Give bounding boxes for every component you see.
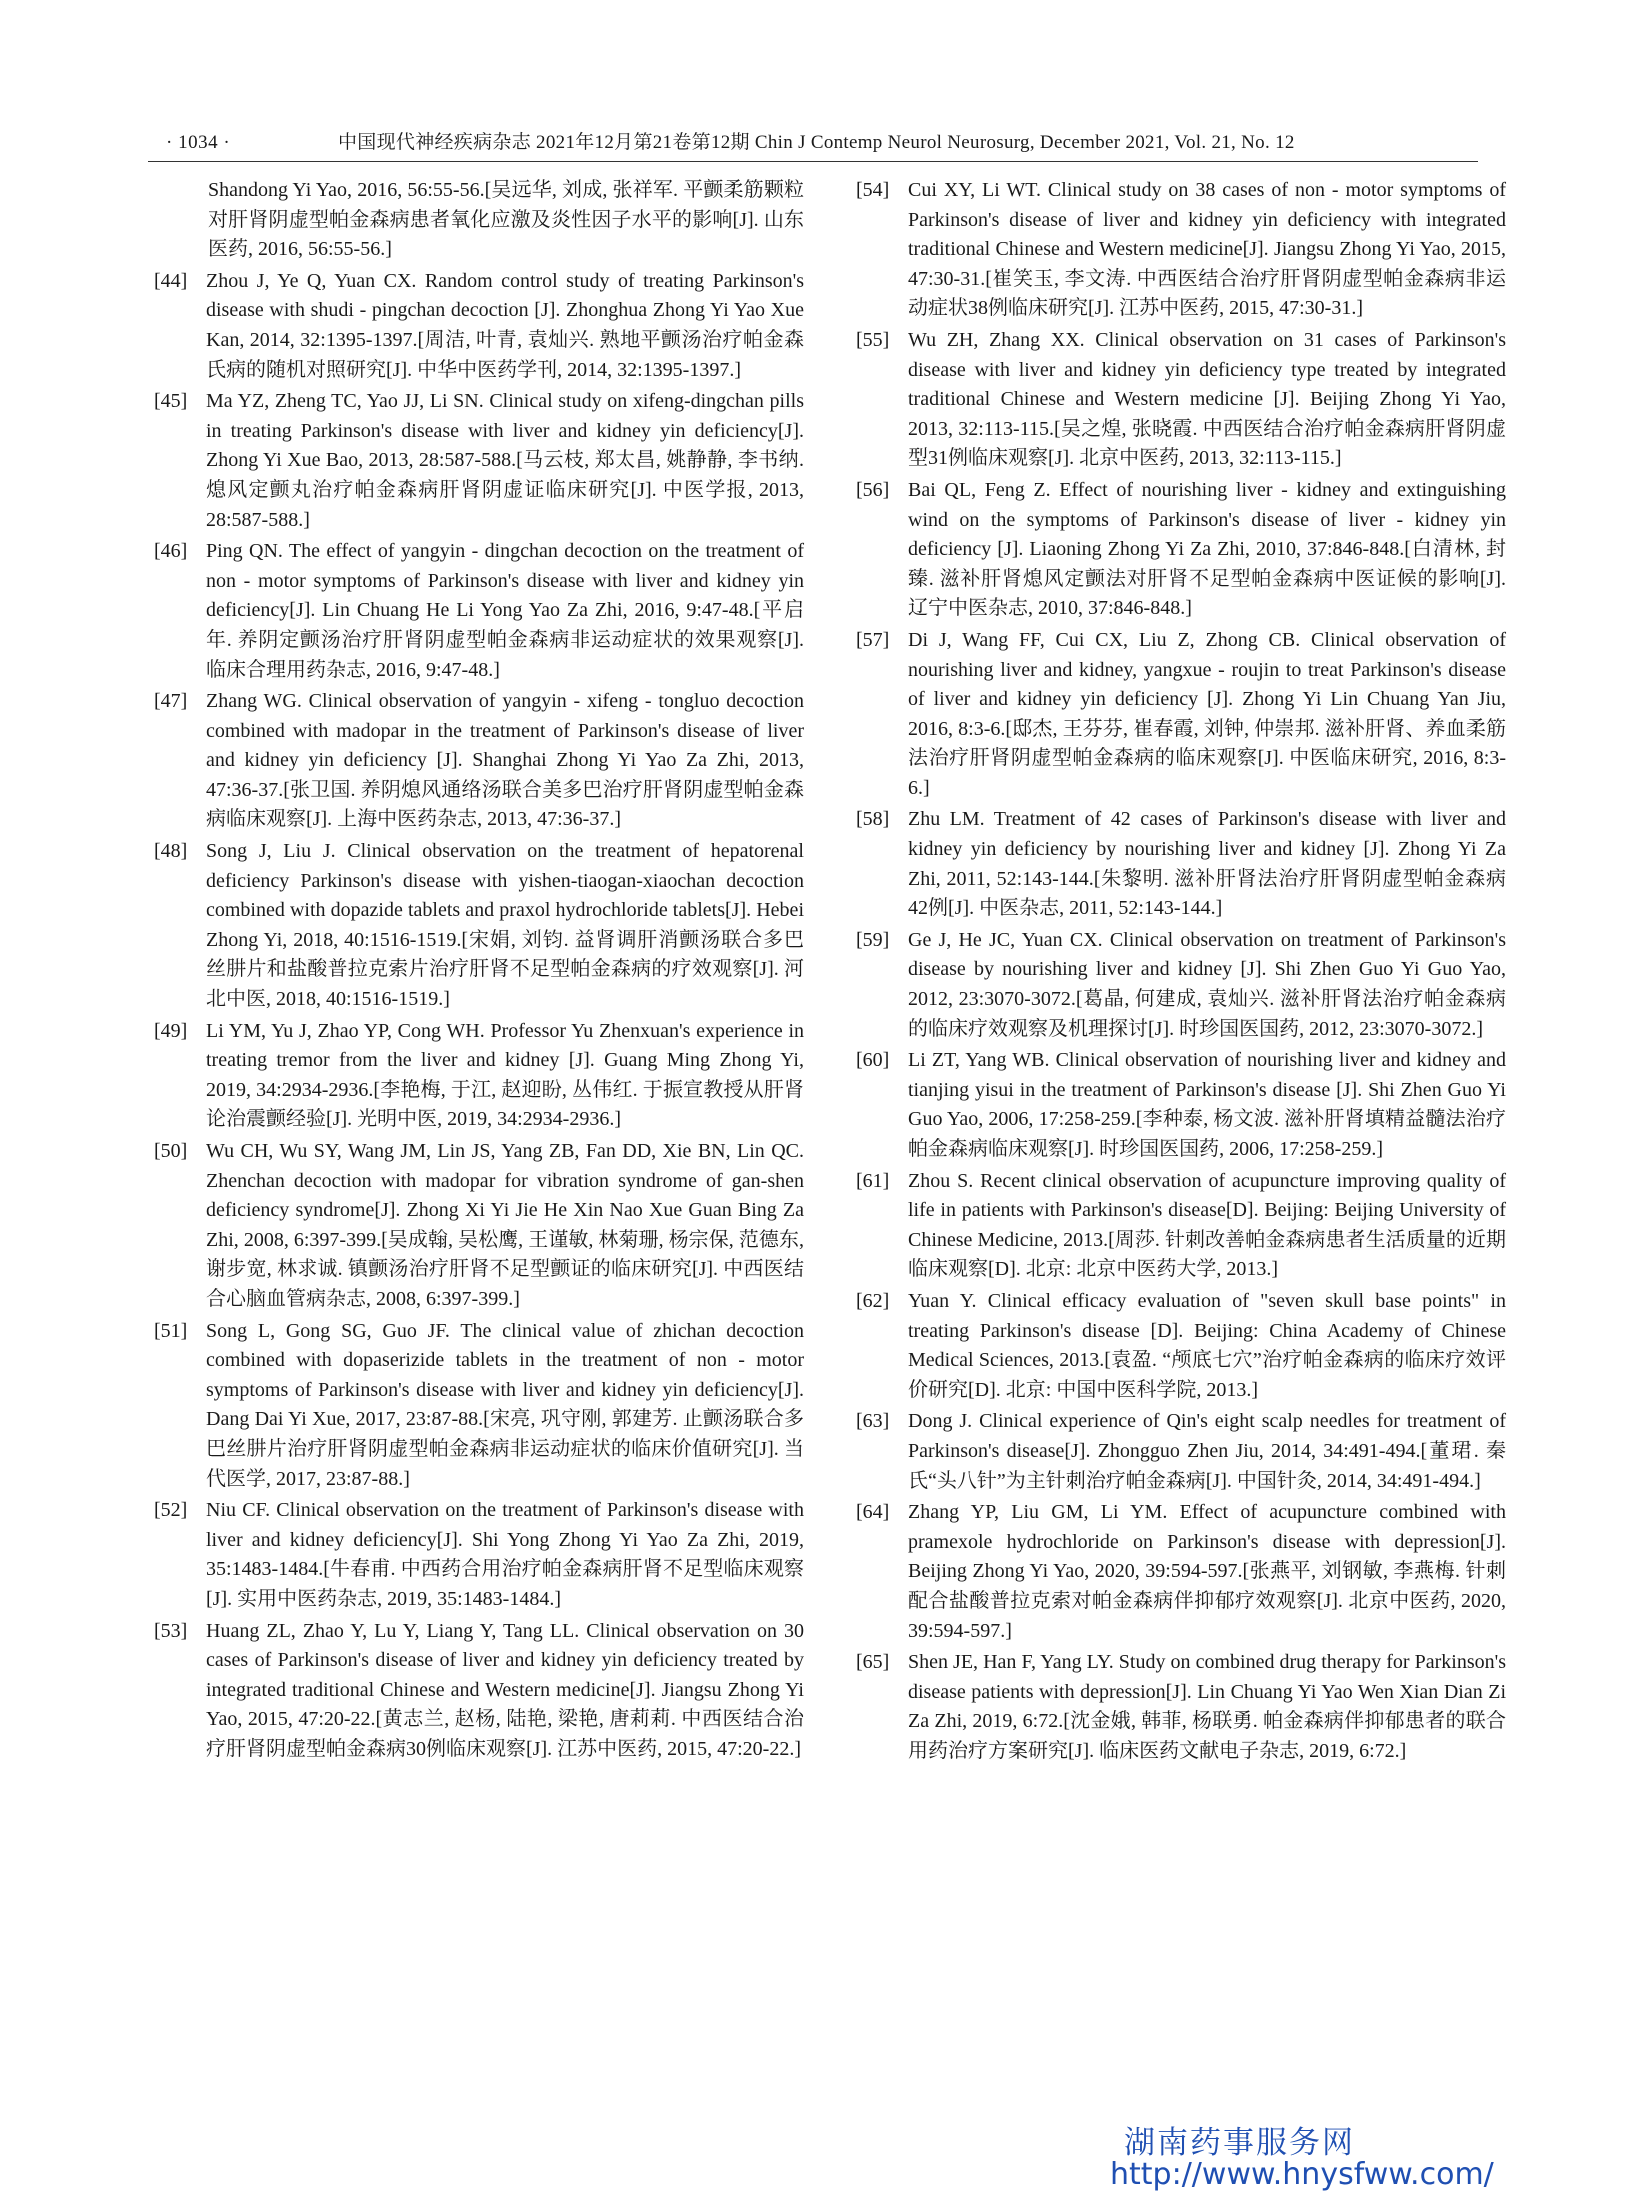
reference-text: Yuan Y. Clinical efficacy evaluation of "seven skull base points" in treating Parkinson's disease [D]. Beijing: China Academy of Chinese Medical Sciences, 2013.[袁盈. “颅底七穴”治疗帕金森病的临床疗效评价研究[D]. 北京: 中国中医科学院, 2013.] <box>908 1289 1506 1401</box>
reference-number: [61] <box>856 1169 890 1192</box>
reference-number: [50] <box>154 1140 188 1162</box>
reference-50 <box>154 1137 804 1315</box>
reference-number: [55] <box>856 328 890 351</box>
reference-text: Zhou S. Recent clinical observation of acupuncture improving quality of life in patients with Parkinson's disease[D]. Beijing: Beijing University of Chinese Medicine, 2013.[周莎. 针刺改善帕金森病患者生活质量的近期临床观察[D]. 北京: 北京中医药大学, 2013.] <box>908 1169 1506 1281</box>
reference-56 <box>856 476 1506 624</box>
references-right-column <box>856 176 1506 1768</box>
reference-number: [45] <box>154 390 188 413</box>
reference-text: Wu ZH, Zhang XX. Clinical observation on 31 cases of Parkinson's disease with liver and kidney yin deficiency type treated by integrated traditional Chinese and Western medicine [J]. Beijing Zhong Yi Yao, 2013, 32:113-115.[吴之煌, 张晓霞. 中西医结合治疗帕金森病肝肾阴虚型31例临床观察[J]. 北京中医药, 2013, 32:113-115.] <box>908 328 1506 470</box>
reference-text: Ge J, He JC, Yuan CX. Clinical observation on treatment of Parkinson's disease by nourishing liver and kidney [J]. Shi Zhen Guo Yi Guo Yao, 2012, 23:3070-3072.[葛晶, 何建成, 袁灿兴. 滋补肝肾法治疗帕金森病的临床疗效观察及机理探讨[J]. 时珍国医国药, 2012, 23:3070-3072.] <box>908 928 1506 1040</box>
reference-47 <box>154 687 804 835</box>
watermark-url: http://www.hnysfww.com/ <box>1110 2157 1494 2192</box>
reference-text: Song L, Gong SG, Guo JF. The clinical value of zhichan decoction combined with dopaserizide tablets in the treatment of non - motor symptoms of Parkinson's disease with liver and kidney yin deficiency[J]. Dang Dai Yi Xue, 2017, 23:87-88.[宋亮, 巩守刚, 郭建芳. 止颤汤联合多巴丝肼片治疗肝肾阴虚型帕金森病非运动症状的临床价值研究[J]. 当代医学, 2017, 23:87-88.] <box>206 1319 804 1490</box>
reference-text: Zhang WG. Clinical observation of yangyin - xifeng - tongluo decoction combined with madopar in the treatment of Parkinson's disease of liver and kidney yin deficiency [J]. Shanghai Zhong Yi Yao Za Zhi, 2013, 47:36-37.[张卫国. 养阴熄风通络汤联合美多巴治疗肝肾阴虚型帕金森病临床观察[J]. 上海中医药杂志, 2013, 47:36-37.] <box>206 690 804 831</box>
reference-52 <box>154 1496 804 1614</box>
reference-text: Shen JE, Han F, Yang LY. Study on combined drug therapy for Parkinson's disease patients with depression[J]. Lin Chuang Yi Yao Wen Xian Dian Zi Za Zhi, 2019, 6:72.[沈金娥, 韩菲, 杨联勇. 帕金森病伴抑郁患者的联合用药治疗方案研究[J]. 临床医药文献电子杂志, 2019, 6:72.] <box>908 1651 1506 1762</box>
reference-number: [63] <box>856 1410 890 1433</box>
reference-continuation <box>154 176 804 265</box>
reference-61 <box>856 1167 1506 1285</box>
reference-text: Wu CH, Wu SY, Wang JM, Lin JS, Yang ZB, Fan DD, Xie BN, Lin QC. Zhenchan decoction with madopar for vibration syndrome of gan-shen deficiency syndrome[J]. Zhong Xi Yi Jie He Xin Nao Xue Guan Bing Za Zhi, 2008, 6:397-399.[吴成翰, 吴松鹰, 王谨敏, 林菊珊, 杨宗保, 范德东, 谢步宽, 林求诚. 镇颤汤治疗肝肾不足型颤证的临床研究[J]. 中西医结合心脑血管病杂志, 2008, 6:397-399.] <box>206 1140 804 1310</box>
reference-text: Ma YZ, Zheng TC, Yao JJ, Li SN. Clinical study on xifeng-dingchan pills in treating Parkinson's disease with liver and kidney yin deficiency[J]. Zhong Yi Xue Bao, 2013, 28:587-588.[马云枝, 郑太昌, 姚静静, 李书纳. 熄风定颤丸治疗帕金森病肝肾阴虚证临床研究[J]. 中医学报, 2013, 28:587-588.] <box>206 390 804 531</box>
reference-text: Di J, Wang FF, Cui CX, Liu Z, Zhong CB. Clinical observation of nourishing liver and kidney, yangxue - roujin to treat Parkinson's disease of liver and kidney yin deficiency [J]. Zhong Yi Lin Chuang Yan Jiu, 2016, 8:3-6.[邸杰, 王芬芬, 崔春霞, 刘钟, 仲崇邦. 滋补肝肾、养血柔筋法治疗肝肾阴虚型帕金森病的临床观察[J]. 中医临床研究, 2016, 8:3-6.] <box>908 628 1506 799</box>
reference-number: [54] <box>856 179 890 201</box>
reference-text: Huang ZL, Zhao Y, Lu Y, Liang Y, Tang LL. Clinical observation on 30 cases of Parkinson's disease of liver and kidney yin deficiency treated by integrated traditional Chinese and Western medicine[J]. Jiangsu Zhong Yi Yao, 2015, 47:20-22.[黄志兰, 赵杨, 陆艳, 梁艳, 唐莉莉. 中西医结合治疗肝肾阴虚型帕金森病30例临床观察[J]. 江苏中医药, 2015, 47:20-22.] <box>206 1619 804 1760</box>
header-rule <box>148 161 1478 162</box>
reference-48 <box>154 837 804 1015</box>
reference-65 <box>856 1648 1506 1766</box>
reference-text: Cui XY, Li WT. Clinical study on 38 cases of non - motor symptoms of Parkinson's disease of liver and kidney yin deficiency with integrated traditional Chinese and Western medicine[J]. Jiangsu Zhong Yi Yao, 2015, 47:30-31.[崔笑玉, 李文涛. 中西医结合治疗肝肾阴虚型帕金森病非运动症状38例临床研究[J]. 江苏中医药, 2015, 47:30-31.] <box>908 179 1506 320</box>
reference-number: [59] <box>856 928 890 951</box>
reference-number: [46] <box>154 540 188 563</box>
reference-text: Niu CF. Clinical observation on the treatment of Parkinson's disease with liver and kidney deficiency[J]. Shi Yong Zhong Yi Yao Za Zhi, 2019, 35:1483-1484.[牛春甫. 中西药合用治疗帕金森病肝肾不足型临床观察[J]. 实用中医药杂志, 2019, 35:1483-1484.] <box>206 1499 804 1610</box>
reference-number: [56] <box>856 478 890 501</box>
reference-number: [48] <box>154 840 188 863</box>
reference-text: Bai QL, Feng Z. Effect of nourishing liver - kidney and extinguishing wind on the symptoms of Parkinson's disease of liver - kidney yin deficiency [J]. Liaoning Zhong Yi Za Zhi, 2010, 37:846-848.[白清林, 封臻. 滋补肝肾熄风定颤法对肝肾不足型帕金森病中医证候的影响[J]. 辽宁中医杂志, 2010, 37:846-848.] <box>908 478 1506 620</box>
reference-number: [65] <box>856 1651 890 1674</box>
reference-number: [44] <box>154 269 188 292</box>
reference-46 <box>154 537 804 685</box>
journal-citation-line: 中国现代神经疾病杂志 2021年12月第21卷第12期 Chin J Contemp Neurol Neurosurg, December 2021, Vol. 21, No. 12 <box>338 132 1295 153</box>
reference-number: [57] <box>856 628 890 651</box>
reference-text: Zhu LM. Treatment of 42 cases of Parkinson's disease with liver and kidney yin deficiency by nourishing liver and kidney [J]. Zhong Yi Za Zhi, 2011, 52:143-144.[朱黎明. 滋补肝肾法治疗肝肾阴虚型帕金森病42例[J]. 中医杂志, 2011, 52:143-144.] <box>908 808 1506 920</box>
reference-44 <box>154 267 804 385</box>
page-number: · 1034 · <box>166 132 231 153</box>
reference-text: Shandong Yi Yao, 2016, 56:55-56.[吴远华, 刘成, 张祥军. 平颤柔筋颗粒对肝肾阴虚型帕金森病患者氧化应激及炎性因子水平的影响[J]. 山东医药, 2016, 56:55-56.] <box>208 179 804 261</box>
reference-text: Zhang YP, Liu GM, Li YM. Effect of acupuncture combined with pramexole hydrochloride on Parkinson's disease with depression[J]. Beijing Zhong Yi Yao, 2020, 39:594-597.[张燕平, 刘钢敏, 李燕梅. 针刺配合盐酸普拉克索对帕金森病伴抑郁疗效观察[J]. 北京中医药, 2020, 39:594-597.] <box>908 1501 1506 1642</box>
reference-62 <box>856 1287 1506 1405</box>
running-header <box>148 128 1486 158</box>
reference-text: Dong J. Clinical experience of Qin's eight scalp needles for treatment of Parkinson's disease[J]. Zhongguo Zhen Jiu, 2014, 34:491-494.[董珺. 秦氏“头八针”为主针刺治疗帕金森病[J]. 中国针灸, 2014, 34:491-494.] <box>908 1410 1506 1492</box>
reference-45 <box>154 387 804 535</box>
reference-number: [47] <box>154 690 188 713</box>
reference-text: Li YM, Yu J, Zhao YP, Cong WH. Professor Yu Zhenxuan's experience in treating tremor from the liver and kidney [J]. Guang Ming Zhong Yi, 2019, 34:2934-2936.[李艳梅, 于江, 赵迎盼, 丛伟红. 于振宣教授从肝肾论治震颤经验[J]. 光明中医, 2019, 34:2934-2936.] <box>206 1019 804 1131</box>
reference-number: [64] <box>856 1501 890 1524</box>
reference-49 <box>154 1017 804 1135</box>
reference-text: Li ZT, Yang WB. Clinical observation of nourishing liver and kidney and tianjing yisui in the treatment of Parkinson's disease [J]. Shi Zhen Guo Yi Guo Yao, 2006, 17:258-259.[李种泰, 杨文波. 滋补肝肾填精益髓法治疗帕金森病临床观察[J]. 时珍国医国药, 2006, 17:258-259.] <box>908 1049 1506 1160</box>
reference-number: [60] <box>856 1049 890 1072</box>
reference-57 <box>856 626 1506 804</box>
reference-number: [62] <box>856 1289 890 1312</box>
reference-58 <box>856 805 1506 923</box>
reference-number: [53] <box>154 1619 188 1642</box>
reference-51 <box>154 1317 804 1495</box>
reference-number: [58] <box>856 808 890 831</box>
reference-53 <box>154 1617 804 1765</box>
reference-59 <box>856 926 1506 1044</box>
reference-60 <box>856 1046 1506 1164</box>
reference-63 <box>856 1407 1506 1496</box>
reference-55 <box>856 326 1506 474</box>
reference-number: [49] <box>154 1019 188 1042</box>
reference-64 <box>856 1498 1506 1646</box>
reference-text: Ping QN. The effect of yangyin - dingchan decoction on the treatment of non - motor symptoms of Parkinson's disease with liver and kidney yin deficiency[J]. Lin Chuang He Li Yong Yao Za Zhi, 2016, 9:47-48.[平启年. 养阴定颤汤治疗肝肾阴虚型帕金森病非运动症状的效果观察[J]. 临床合理用药杂志, 2016, 9:47-48.] <box>206 540 804 681</box>
reference-number: [52] <box>154 1499 188 1522</box>
reference-text: Song J, Liu J. Clinical observation on the treatment of hepatorenal deficiency Parkinson's disease with yishen-tiaogan-xiaochan decoction combined with dopazide tablets and praxol hydrochloride tablets[J]. Hebei Zhong Yi, 2018, 40:1516-1519.[宋娟, 刘钧. 益肾调肝消颤汤联合多巴丝肼片和盐酸普拉克索片治疗肝肾不足型帕金森病的疗效观察[J]. 河北中医, 2018, 40:1516-1519.] <box>206 840 804 1011</box>
reference-54 <box>856 176 1506 324</box>
reference-number: [51] <box>154 1319 188 1342</box>
reference-text: Zhou J, Ye Q, Yuan CX. Random control study of treating Parkinson's disease with shudi - pingchan decoction [J]. Zhonghua Zhong Yi Yao Xue Kan, 2014, 32:1395-1397.[周洁, 叶青, 袁灿兴. 熟地平颤汤治疗帕金森氏病的随机对照研究[J]. 中华中医药学刊, 2014, 32:1395-1397.] <box>206 269 804 381</box>
references-left-column <box>154 176 804 1766</box>
watermark-site-name: 湖南药事服务网 <box>1124 2125 1355 2161</box>
